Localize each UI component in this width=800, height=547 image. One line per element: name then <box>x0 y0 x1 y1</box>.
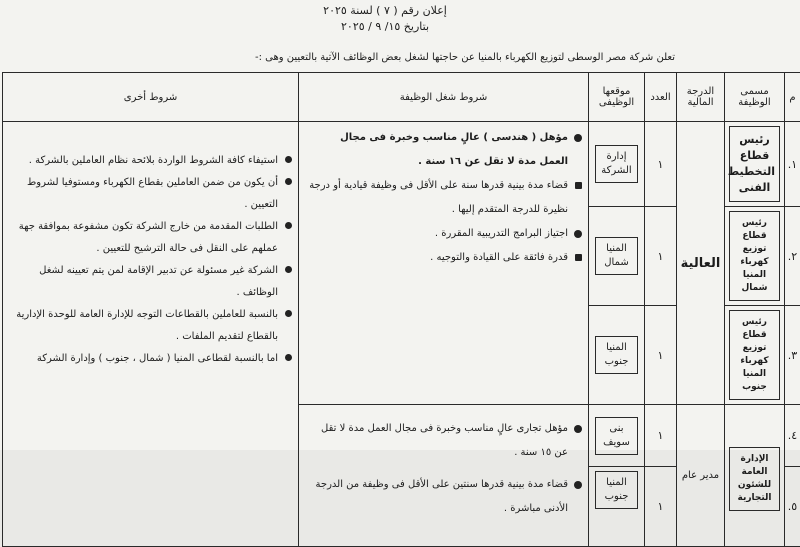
job-location: المنيا جنوب <box>595 471 638 509</box>
job-title: الإدارة العامة للشئون التجارية <box>732 451 777 507</box>
job-count: ١ <box>645 405 677 467</box>
condition-item: اجتياز البرامج التدريبية المقررة . <box>309 222 582 246</box>
grade-cell-b <box>677 405 725 547</box>
job-location: إدارة الشركة <box>595 145 638 183</box>
grade-label: العالية <box>681 256 721 271</box>
other-condition-item: اما بالنسبة لقطاعى المنيا ( شمال ، جنوب ) وإدارة الشركة <box>7 348 292 370</box>
condition-item: قضاء مدة بينية قدرها سنة على الأقل فى وظيفة قيادية أو درجة نظيرة للدرجة المتقدم إليها . <box>309 174 582 222</box>
col-header-title: مسمى الوظيفة <box>725 73 785 122</box>
col-header-no: م <box>785 73 800 122</box>
other-condition-item: الطلبات المقدمة من خارج الشركة تكون مشفوعة بموافقة جهة عملهم على النقل فى حالة الترشيح للتعيين . <box>7 216 292 260</box>
col-header-grade: الدرجة المالية <box>677 73 725 122</box>
col-header-location: موقعها الوظيفى <box>589 73 645 122</box>
jobs-table <box>2 72 800 547</box>
col-header-count: العدد <box>645 73 677 122</box>
conditions-cell-b <box>299 405 589 547</box>
job-count: ١ <box>645 207 677 306</box>
col-header-conditions: شروط شغل الوظيفة <box>299 73 589 122</box>
condition-item: مؤهل تجارى عالٍ مناسب وخبرة فى مجال العمل مدة لا تقل عن ١٥ سنة . <box>309 417 582 465</box>
other-condition-item: بالنسبة للعاملين بالقطاعات التوجه للإدارة العامة للوحدة الإدارية بالقطاع لتقديم الملفات . <box>7 304 292 348</box>
conditions-list-a <box>299 122 588 270</box>
col-header-other: شروط أخرى <box>3 73 299 122</box>
job-title: رئيس قطاع توزيع كهرباء المنيا جنوب <box>732 314 777 396</box>
row-number: ٢. <box>785 207 800 306</box>
row-number: ١. <box>785 122 800 207</box>
grade-cell-a <box>677 122 725 405</box>
job-count: ١ <box>645 122 677 207</box>
other-condition-item: استيفاء كافة الشروط الواردة بلائحة نظام العاملين بالشركة . <box>7 150 292 172</box>
announcement-date: بتاريخ ١٥/ ٩ / ٢٠٢٥ <box>300 20 470 33</box>
other-condition-item: الشركة غير مسئولة عن تدبير الإقامة لمن يتم تعيينه لشغل الوظائف . <box>7 260 292 304</box>
row-number: ٣. <box>785 306 800 405</box>
table-header-row <box>3 73 800 122</box>
job-location: بنى سويف <box>595 417 638 455</box>
table-row <box>3 122 800 207</box>
other-condition-item: أن يكون من ضمن العاملين بقطاع الكهرباء ومستوفيا لشروط التعيين . <box>7 172 292 216</box>
conditions-cell-a <box>299 122 589 405</box>
conditions-list-b <box>299 405 588 521</box>
grade-label: مدير عام <box>682 470 719 481</box>
job-count: ١ <box>645 467 677 547</box>
other-conditions-cell <box>3 122 299 547</box>
condition-item: قضاء مدة بينية قدرها سنتين على الأقل فى وظيفة من الدرجة الأدنى مباشرة . <box>309 473 582 521</box>
announcement-number: إعلان رقم ( ٧ ) لسنة ٢٠٢٥ <box>300 4 470 17</box>
job-title: رئيس قطاع التخطيط الفنى <box>732 130 777 198</box>
announcement-intro: تعلن شركة مصر الوسطى لتوزيع الكهرباء بالمنيا عن حاجتها لشغل بعض الوظائف الآتية بالتعيين وهى :- <box>230 52 700 63</box>
row-number: ٤. <box>785 405 800 467</box>
condition-item: قدرة فائقة على القيادة والتوجيه . <box>309 246 582 270</box>
job-location: المنيا شمال <box>595 237 638 275</box>
row-number: ٥. <box>785 467 800 547</box>
job-location: المنيا جنوب <box>595 336 638 374</box>
job-title: رئيس قطاع توزيع كهرباء المنيا شمال <box>732 215 777 297</box>
job-count: ١ <box>645 306 677 405</box>
condition-item: مؤهل ( هندسى ) عالٍ مناسب وخبرة فى مجال العمل مدة لا تقل عن ١٦ سنة . <box>309 126 582 174</box>
other-conditions-list <box>3 122 298 370</box>
